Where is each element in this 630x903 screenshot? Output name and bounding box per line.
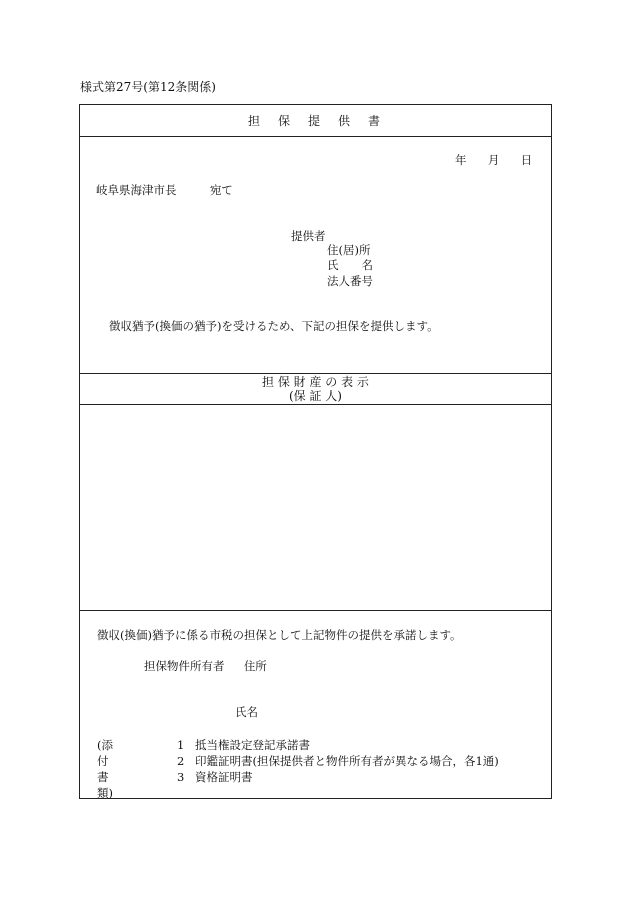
attachment-text: 資格証明書 xyxy=(195,770,253,784)
property-title-cell xyxy=(80,373,551,404)
owner-line xyxy=(144,661,267,673)
date-year-label: 年 xyxy=(455,153,467,167)
title-cell xyxy=(80,105,551,136)
attachment-number: 3 xyxy=(177,770,185,784)
divider-consent xyxy=(80,610,551,611)
form-number: 様式第27号(第12条関係) xyxy=(80,80,216,94)
addressee-name: 岐阜県海津市長 xyxy=(96,183,177,197)
owner-label: 担保物件所有者 xyxy=(144,659,225,673)
document-title: 担 保 提 供 書 xyxy=(247,114,383,128)
attachment-number: 2 xyxy=(177,754,185,768)
declaration-text: 徴収猶予(換価の猶予)を受けるため、下記の担保を提供します。 xyxy=(109,319,439,333)
provider-address-label: 住(居)所 xyxy=(327,243,371,257)
property-description-area xyxy=(80,405,551,610)
property-section-subtitle: (保 証 人) xyxy=(289,388,342,403)
date-line xyxy=(455,155,532,167)
date-day-label: 日 xyxy=(520,153,533,167)
attachment-item xyxy=(177,769,253,785)
consent-text: 徴収(換価)猶予に係る市税の担保として上記物件の提供を承諾します。 xyxy=(97,628,462,642)
owner-name-label: 氏名 xyxy=(235,705,258,719)
date-month-label: 月 xyxy=(487,153,500,167)
attachment-text: 抵当権設定登記承諾書 xyxy=(195,738,310,752)
property-section-title: 担 保 財 産 の 表 示 xyxy=(262,374,369,389)
attachments-label: (添付書類) xyxy=(97,738,113,800)
form-frame xyxy=(79,104,552,799)
owner-address-label: 住所 xyxy=(243,659,267,673)
attachment-item xyxy=(177,753,499,769)
divider-title xyxy=(80,136,551,137)
addressee-suffix: 宛て xyxy=(209,183,233,197)
attachment-item xyxy=(177,737,310,753)
provider-name-label: 氏 名 xyxy=(327,258,373,272)
attachment-text: 印鑑証明書(担保提供者と物件所有者が異なる場合，各1通) xyxy=(195,754,499,768)
provider-corp-number-label: 法人番号 xyxy=(327,274,373,288)
addressee xyxy=(96,185,233,197)
attachment-number: 1 xyxy=(177,738,185,752)
provider-label: 提供者 xyxy=(291,229,326,243)
